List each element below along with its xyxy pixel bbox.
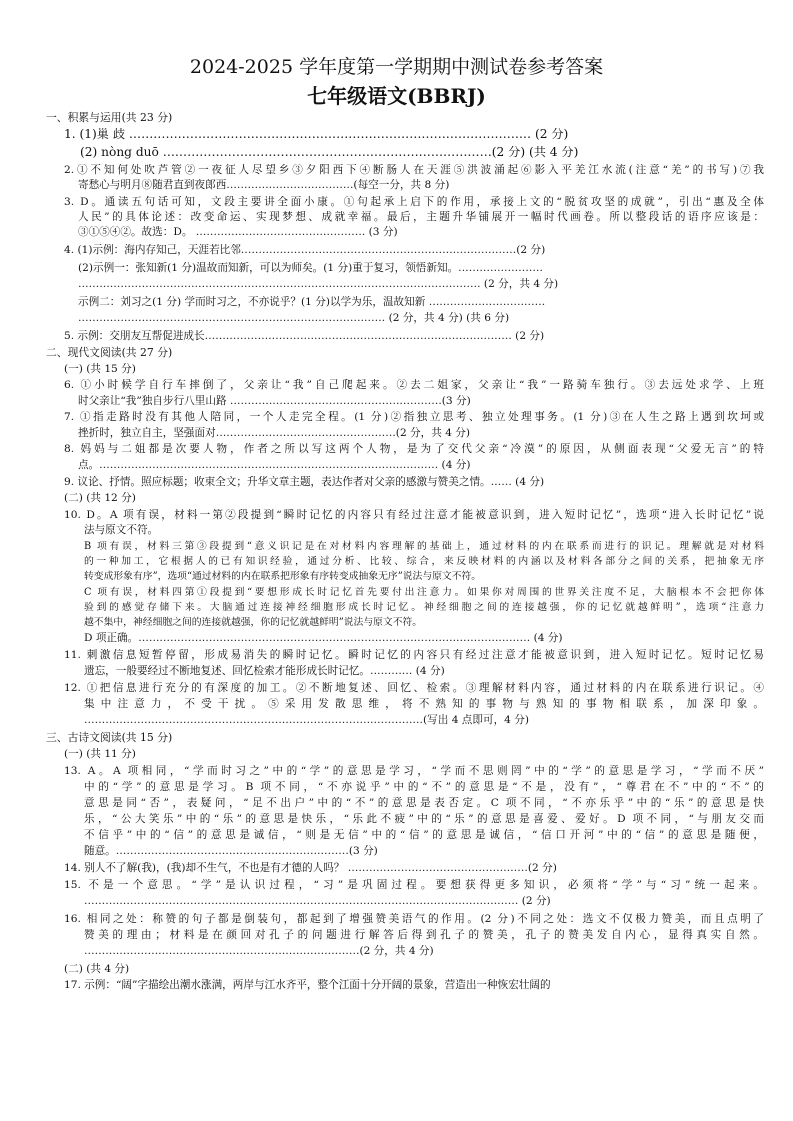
answer-line: 14. 别人不了解(我)，(我)却不生气，不也是有才德的人吗？ ……………………………………………(2 分) xyxy=(64,862,557,874)
document-title: 2024-2025 学年度第一学期期中测试卷参考答案 xyxy=(189,56,604,78)
answer-line: ……………………………………………………………………(2 分，共 4 分) xyxy=(84,945,434,957)
answer-line: (一) (共 15 分) xyxy=(64,363,136,375)
answer-line: 赞美的理由；材料是在颜回对孔子的问题进行解答后得到孔子的赞美，孔子的赞美发自内心，显得真实自然。 xyxy=(84,929,764,941)
answer-line: 中的“学”的意思是学习。B 项不同，“不亦说乎”中的“不”的意思是“不是，没有”，“尊君在不”中的“不”的 xyxy=(84,781,764,793)
answer-line: 意思是同“否”，表疑问，“足不出户”中的“不”的意思是表否定。C 项不同，“不亦乐乎”中的“乐”的意思是快 xyxy=(84,797,764,809)
answer-line: C 项有误，材料四第①段提到“要想形成长时记忆首先要付出注意力。如果你对周围的世界关注度不足，大脑根本不会把你体 xyxy=(84,587,764,598)
answer-line: 6. ①小时候学自行车摔倒了，父亲让“我”自己爬起来。②去二姐家，父亲让“我”一路骑车独行。③去远处求学、上班 xyxy=(64,379,764,391)
answer-line: 1. (1)巢 歧 ……………………………………………………………………………………… (2 分) xyxy=(64,128,569,141)
answer-line: 遗忘，一般要经过不断地复述、回忆检索才能形成长时记忆。………… (4 分) xyxy=(84,665,445,677)
answer-line: 挫折时，独立自主，坚强面对……………………………………………(2 分，共 4 分) xyxy=(78,427,471,439)
answer-line: 寄愁心与明月⑧随君直到夜郎西………………………………(每空一分，共 8 分) xyxy=(78,179,450,191)
answer-line: 15. 不是一个意思。“学”是认识过程，“习”是巩固过程。要想获得更多知识，必须将“学”与“习”统一起来。 xyxy=(64,879,764,891)
answer-line: 5. 示例：交朋友互帮促进成长…………………………………………………………………………… (2 分) xyxy=(64,330,545,342)
answer-line: (二) (共 4 分) xyxy=(64,963,130,975)
answer-line: …………………………………………………………………………………………………… (2 分，共 4 分) xyxy=(78,278,559,290)
answer-line: 验到的感觉存储下来。大脑通过连接神经细胞形成长时记忆。神经细胞之间的连接越强，你的记忆就越鲜明”，选项“注意力 xyxy=(84,602,764,613)
answer-line: 点。…………………………………………………………………………………… (4 分) xyxy=(78,459,471,471)
answer-line: 8. 妈妈与二姐都是次要人物，作者之所以写这两个人物，是为了交代父亲“冷漠”的原因，从侧面表现“父爱无言”的特 xyxy=(64,443,764,455)
answer-line: 乐，“公大笑乐”中的“乐”的意思是快乐，“乐此不疲”中的“乐”的意思是喜爱、爱好。D 项不同，“与朋友交而 xyxy=(84,813,764,825)
answer-line: 三、古诗文阅读(共 15 分) xyxy=(46,731,173,744)
answer-line: 12. ①把信息进行充分的有深度的加工。②不断地复述、回忆、检索。③理解材料内容，通过材料的内在联系进行识记。④ xyxy=(64,682,764,694)
answer-line: 二、现代文阅读(共 27 分) xyxy=(46,346,173,359)
answer-line: ……………………………………………………………………………………(写出 4 点即可，4 分) xyxy=(84,714,530,726)
answer-line: …………………………………………………………………………………………………………… (2 分) xyxy=(84,895,551,907)
answer-line: 3. D。通读五句话可知，文段主要讲全面小康。①句起承上启下的作用，承接上文的“脱贫攻坚的成就”，引出“惠及全体 xyxy=(64,196,764,208)
answer-line: 的一种加工，它根据人的已有知识经验，通过分析、比较、综合，来反映材料的内涵以及材料各部分之间的关系，把抽象无序 xyxy=(84,556,764,567)
answer-line: (2) nòng duō ………………………………………………………………………(2 分) (共 4 分) xyxy=(80,146,579,159)
document-subtitle: 七年级语文(BBRJ) xyxy=(307,84,486,108)
answer-line: 11. 刺激信息短暂停留，形成易消失的瞬时记忆。瞬时记忆的内容只有经过注意才能被意识到，进入短时记忆。短时记忆易 xyxy=(64,649,764,661)
answer-line: 时父亲让“我”独自步行八里山路 ……………………………………………………(3 分) xyxy=(78,395,471,407)
answer-line: 越不集中，神经细胞之间的连接就越强，你的记忆就越鲜明”说法与原文不符。 xyxy=(84,617,423,628)
answer-line: 2.①不知何处吹芦管②一夜征人尽望乡③夕阳西下④断肠人在天涯⑤洪波涌起⑥影入平羌江水流(注意“羌”的书写)⑦我 xyxy=(64,164,764,176)
answer-line: D 项正确。………………………………………………………………………………………………… (4 分) xyxy=(84,632,563,644)
answer-line: 法与原文不符。 xyxy=(84,524,159,536)
answer-line: 集 中 注 意 力 ， 不 受 干 扰 。 ⑤ 采 用 发 散 思 维 ， 将 不 熟 知 的 事 物 与 熟 知 的 事 物 相 联 系 ， 加 深 印 象 。 xyxy=(84,698,764,710)
answer-line: 13. A。A 项相同，“学而时习之”中的“学”的意思是学习，“学而不思则罔”中的“学”的意思是学习，“学而不厌” xyxy=(64,765,764,777)
answer-line: …………………………………………………………………………… (2 分，共 4 分) (共 6 分) xyxy=(78,312,510,324)
answer-line: 9. 议论、抒情。照应标题；收束全文；升华文章主题，表达作者对父亲的感激与赞美之情。…… (4 分) xyxy=(64,476,545,488)
answer-line: 示例二：刘习之(1 分) 学而时习之，不亦说乎？(1 分)以学为乐，温故知新 …………………………… xyxy=(78,296,546,308)
answer-line: 不信乎”中的“信”的意思是诚信，“则是无信”中的“信”的意思是诚信，“信口开河”中的“信”的意思是随便， xyxy=(84,829,764,841)
answer-line: B 项有误，材料三第③段提到“意义识记是在对材料内容理解的基础上，通过材料的内在联系而进行的识记。理解就是对材料 xyxy=(84,541,764,552)
answer-line: 4. (1)示例：海内存知己，天涯若比邻……………………………………………………………………(2 分) xyxy=(64,244,546,256)
answer-line: 一、积累与运用(共 23 分) xyxy=(46,111,173,124)
answer-line: 人民”的具体论述：改变命运、实现梦想、成就幸福。最后，主题升华铺展开一幅时代画卷。所以整段话的语序应该是： xyxy=(78,211,764,223)
answer-line: 16. 相同之处：称赞的句子都是倒装句，都起到了增强赞美语气的作用。(2 分)不同之处：选文不仅极力赞美，而且点明了 xyxy=(64,913,764,925)
answer-line: 转变成形象有序”，选项“通过材料的内在联系把形象有序转变成抽象无序”说法与原文不符。 xyxy=(84,571,482,582)
answer-line: (二) (共 12 分) xyxy=(64,492,136,504)
answer-line: (一) (共 11 分) xyxy=(64,748,136,760)
answer-line: (2)示例一：张知新(1 分)温故而知新，可以为师矣。(1 分)重于复习，领悟新知。…………………… xyxy=(78,262,543,274)
answer-line: 随意。…………………………………………………………(3 分) xyxy=(84,845,378,857)
answer-line: 10. D。A 项有误，材料一第②段提到“瞬时记忆的内容只有经过注意才能被意识到，进入短时记忆”，选项“进入长时记忆”说 xyxy=(64,509,764,521)
answer-line: ③①⑤④②。故选：D。 ………………………………………… (3 分) xyxy=(78,226,398,238)
answer-line: 17. 示例：“阔”字描绘出潮水涨满，两岸与江水齐平，整个江面十分开阔的景象，营造出一种恢宏壮阔的 xyxy=(64,979,551,991)
answer-line: 7. ①指走路时没有其他人陪同，一个人走完全程。(1 分)②指独立思考、独立处理事务。(1 分)③在人生之路上遇到坎坷或 xyxy=(64,411,764,423)
